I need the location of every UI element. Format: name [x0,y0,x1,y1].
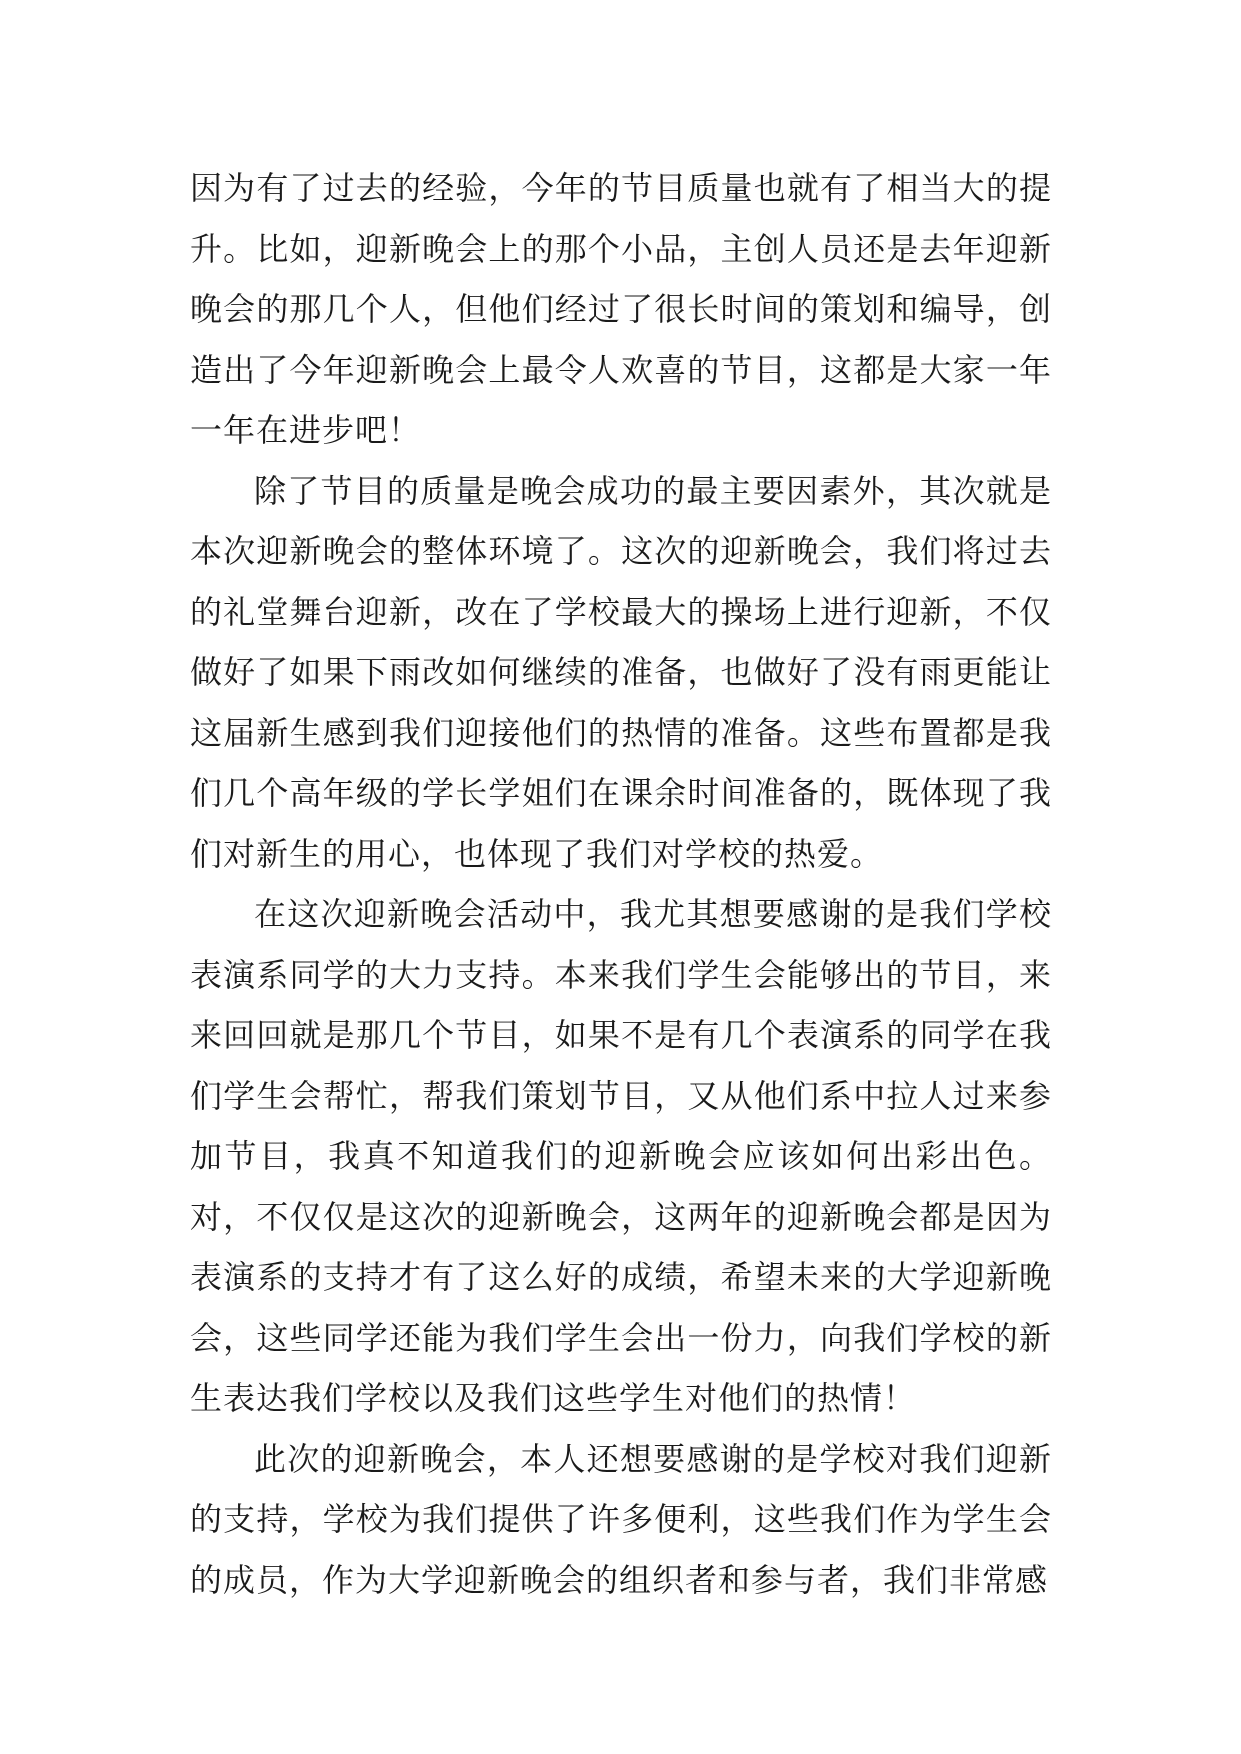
paragraph-2: 除了节目的质量是晚会成功的最主要因素外，其次就是本次迎新晚会的整体环境了。这次的迎新晚会，我们将过去的礼堂舞台迎新，改在了学校最大的操场上进行迎新，不仅做好了如果下雨改如何继续的准备，也做好了没有雨更能让这届新生感到我们迎接他们的热情的准备。这些布置都是我们几个高年级的学长学姐们在课余时间准备的，既体现了我们对新生的用心，也体现了我们对学校的热爱。 [190,471,1052,873]
paragraph-4: 此次的迎新晚会，本人还想要感谢的是学校对我们迎新的支持，学校为我们提供了许多便利，这些我们作为学生会的成员，作为大学迎新晚会的组织者和参与者，我们非常感 [190,1439,1052,1599]
paragraph-3: 在这次迎新晚会活动中，我尤其想要感谢的是我们学校表演系同学的大力支持。本来我们学生会能够出的节目，来来回回就是那几个节目，如果不是有几个表演系的同学在我们学生会帮忙，帮我们策划节目，又从他们系中拉人过来参加节目，我真不知道我们的迎新晚会应该如何出彩出色。对，不仅仅是这次的迎新晚会，这两年的迎新晚会都是因为表演系的支持才有了这么好的成绩，希望未来的大学迎新晚会，这些同学还能为我们学生会出一份力，向我们学校的新生表达我们学校以及我们这些学生对他们的热情！ [190,895,1052,1417]
paragraph-1: 因为有了过去的经验，今年的节目质量也就有了相当大的提升。比如，迎新晚会上的那个小品，主创人员还是去年迎新晚会的那几个人，但他们经过了很长时间的策划和编导，创造出了今年迎新晚会上最令人欢喜的节目，这都是大家一年一年在进步吧！ [190,169,1052,449]
document-body [190,158,1052,1610]
